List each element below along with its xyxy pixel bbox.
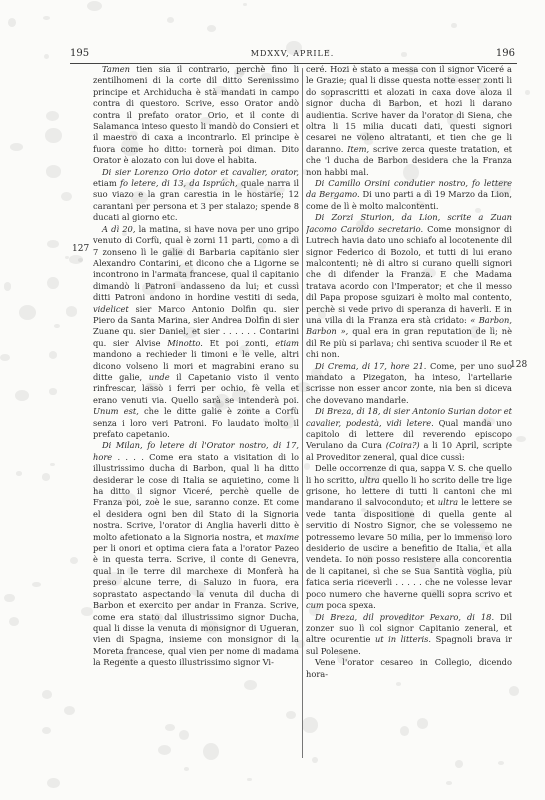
paper-speck [50,463,55,466]
paper-speck [214,394,230,411]
text-run: scrive zerca queste tratation, et che 'l ducha de Barbon desidera che la Franza non habbi mal. [306,143,512,177]
text-run: Di uno parti a dì 19 Marzo da Lion, come de lì è molto malcontenti. [306,189,512,211]
text-run: quale narra il suo viazo e la gran carestia in le hostarie; 12 carantani per persona et 3 per stalazo; spende 8 ducati al giorno etc. [93,178,299,223]
paper-speck [122,652,135,666]
paper-speck [61,192,72,202]
text-run: Unum est, [93,406,139,417]
text-run: (Coira?) [385,440,420,451]
paper-speck [493,180,511,198]
paper-speck [222,177,227,182]
paper-speck [475,208,481,214]
text-run: ut in litteris. [374,634,432,645]
paper-speck [375,548,379,551]
paper-speck [32,582,41,587]
paper-speck [107,572,122,586]
text-run: cum [306,600,324,611]
text-run: quello li ho scrito delle tre lige grisone, ho lettere di tutti li cantoni che mi mandarano il salvoconduto; et [306,474,512,508]
right-page-number: 196 [495,48,515,59]
text-run: Come, per uno suo mandato a Pizegaton, ha inteso, l'artellarie scrisse non esser ancor zonte, nia ben si diceva che dovevano mandarle. [306,360,512,405]
paper-speck [189,581,205,596]
text-run: mandono a rechieder li timoni e le velle, altri dicono volseno li mori et magrabini erano su ditte galie, [93,349,299,382]
text-run: Di sier Lorenzo Orio dotor et cavalier, orator, [102,166,299,177]
paper-speck [214,86,227,94]
paper-speck [401,52,406,57]
text-run: Di Camillo Orsini condutier nostro, fo lettere da Bergamo. [306,178,512,200]
paper-speck [482,417,495,426]
text-run: unde [148,371,170,382]
paragraph [306,178,512,212]
paper-speck [19,305,36,320]
text-run: Dil zonzer suo lì col signor Capitanio zeneral, et altre ocurentie [306,611,512,645]
paper-speck [42,690,52,699]
paper-speck [127,567,134,575]
paper-speck [142,282,156,295]
margin-number-right: 128 [510,360,528,370]
paper-speck [356,220,366,229]
paper-speck [260,73,272,84]
paper-speck [249,185,256,193]
paper-speck [364,467,380,482]
text-run: Delle occorrenze di qua, sappa V. S. che quello li ho scritto, [306,463,512,485]
text-run: « Barbon, Barbon », [306,314,512,337]
paper-speck [309,605,320,616]
paper-speck [8,18,16,27]
text-run: che le ditte galie è zonte a Corfù senza i loro veri Patroni. Fo laudato molto il prefato capetanio. [93,406,299,439]
paper-speck [247,778,252,782]
text-run: Come era stato a visitation di lo illustrissimo ducha di Barbon, qual li ha ditto desiderar le cose di Italia se aquietino, come li ha ditto il signor Viceré, perchè quelle de Franza poi, zoè le sue, saranno conze. Et come el desidera ogni ben dil Stato di la Signoria nostra. Scrive, l'orator di Anglia haverli ditto è molto afetionato a la Signoria nostra, et [93,451,299,542]
paper-speck [396,682,402,686]
paper-speck [47,778,59,788]
paper-speck [429,589,441,598]
text-run: etiam [93,178,120,189]
paper-speck [232,389,249,402]
paper-speck [244,680,257,690]
paper-speck [364,139,373,145]
paragraph [93,440,299,668]
paper-speck [45,128,62,143]
text-run: per li onori et optima ciera fata a l'orator Pazeo è in questa terra. Scrive, il conte di Genevra, qual in le terre dil marchexe di Monferà ha preso alcune terre, di Saluzo in fuora, era soprastato aspectando la venuta dil ducha di Barbon et exercito per andar in Franza. Scrive, come era stato dal illustrissimo signor Ducha, qual li disse la venuta di monsignor di Ugueran, vien di Spagna, insieme con monsignor di la Moreta francese, qual vien per nome di madama la Regente a questo illustrissimo signor Vi- [93,543,299,668]
paper-speck [468,523,485,536]
paragraph [306,64,512,178]
paper-speck [167,17,174,23]
paper-speck [419,556,436,571]
paper-speck [330,195,334,199]
paper-speck [243,3,247,6]
paper-speck [49,388,57,394]
paper-speck [297,382,310,391]
text-run: fo letere, di 13, da Isprúch, [119,178,238,189]
paper-speck [203,743,219,761]
paper-speck [302,717,318,732]
text-run: Minotto. [167,337,203,348]
paper-speck [256,242,266,249]
paper-speck [131,191,147,204]
paper-speck [396,503,413,520]
paper-speck [374,544,378,548]
text-run: Spagnoli brava ir sul Polesene. [306,634,512,656]
text-run: Di Crema, di 17, hore 21. [315,360,427,371]
text-run: ceré. Hozi è stato a messa con il signor Viceré a le Grazie; qual li disse questa notte esser zonti li do soprascritti et alozati in caxa dove aloza il signor ducha di Barbon, et hozi li darano audientia. Scrive haver da l'orator di Siena, che oltra li 15 milia ducati dati, questi signori cesarei ne voleno altratanti, et tien che ge li daranno. [306,64,512,154]
paper-speck [4,594,15,603]
paper-speck [446,74,459,84]
paper-speck [70,557,78,564]
text-run: le lettere se vede tanta dispositione di quella gente al servitio di Nostro Signor, che se volessemo ne potressemo levare 50 milia, per lo immenso loro desiderio de uscire a benefitio de Italia, et alla vendeta. Io non posso resistere alla concorentia de li capitanei, sì che se Sua Santità voglia, più fatica seria riceverli . . . . . che ne volesse levar poco numero che haverne quelli sopra scrivo et [306,497,512,599]
text-run: Et poi zonti, [202,337,276,348]
paper-speck [16,471,23,476]
paper-speck [9,617,19,626]
paper-speck [81,607,93,616]
paper-speck [516,436,526,442]
text-run: videlicet [93,303,129,314]
text-run: sier Marco Antonio Dolfin qu. sier Piero da Santa Marina, sier Andrea Dolfin di sier Zuane qu. sier Daniel, et sier . . . . . . Contarini qu. sier Alvise [93,303,299,348]
paper-speck [54,324,60,328]
paper-speck [318,310,326,319]
paper-speck [406,66,416,76]
paper-speck [4,282,12,290]
text-run: A dì 20, [102,223,136,234]
paper-speck [451,23,457,29]
paper-speck [46,111,59,121]
paper-speck [403,164,419,181]
paper-speck [398,614,411,624]
paper-speck [207,25,217,32]
paper-speck [64,706,75,715]
paper-speck [46,165,61,177]
paper-speck [296,640,305,648]
text-run: etiam [275,337,299,348]
paper-speck [236,183,242,190]
text-run: Di Breza, dil proveditor Pexaro, di 18. [315,611,495,622]
paper-speck [122,493,136,505]
paper-speck [414,201,425,209]
paper-speck [146,383,152,387]
paper-speck [422,268,435,278]
paper-speck [509,686,519,695]
paper-speck [304,463,310,469]
paper-speck [15,390,29,401]
text-run: Di Milan, fo letere di l'Orator nostro, di 17, hore . . . . [93,440,299,462]
paper-speck [184,767,189,771]
running-title: MDXXV, APRILE. [250,49,335,58]
paper-speck [44,54,49,59]
paper-speck [498,761,504,765]
paper-speck [87,1,102,11]
paper-speck [43,16,49,20]
paper-speck [361,508,366,512]
text-run: maxime [266,531,299,542]
paragraph [306,406,512,463]
text-run: la matina, si have nova per uno gripo venuto di Corfù, qual è zorni 11 parti, como a dì 7 zonseno lì le galie di Barbaria capitanio sier Alexandro Contarini, et dicono che a Ligorne se incontrono in l'armata francese, qual il capitanio dimandò li Patroni andasseno da lui; et cussì ditti Patroni andono in hordine vestiti di seda, [93,223,299,303]
paper-speck [470,326,480,337]
paper-speck [525,90,530,95]
text-run: Come monsignor di Lutrech havia dato uno schiafo al locotenente dil signor Federico di Bozolo, et tutti di lui erano malcontenti; nè di altro si curano quelli signori che di difender la Franza. E che Madama tratava acordo con l'Imperator; et che il messo dil Papa propose sguizari è molto mal contento, perchè si vede privo di speranza di haverli. E in una villa di la Franza era stà cridato: [306,223,512,325]
text-run: ultra [437,497,459,508]
paper-speck [66,306,78,316]
paper-speck [0,354,10,361]
paper-speck [203,621,219,634]
paper-speck [172,281,184,288]
text-run: Item, [347,143,370,154]
paper-speck [49,351,58,359]
paper-speck [263,418,268,421]
paper-speck [42,727,51,734]
paper-speck [446,781,452,785]
paper-speck [10,143,23,151]
text-run: Di Breza, di 18, di sier Antonio Surian dotor et cavalier, podestà, vidi letere. [306,406,512,428]
left-page-number: 195 [70,48,90,59]
text-run: Vene l'orator cesareo in Collegio, dicendo hora- [306,657,512,679]
paper-speck [42,473,51,480]
paper-speck [400,726,409,736]
paper-speck [311,368,321,379]
paper-speck [158,745,171,755]
text-run: Tamen [102,64,130,74]
paragraph [93,167,299,224]
paper-speck [417,718,428,728]
text-run: a li 10 April, scripte al Proveditor zeneral, qual dice cussì: [306,440,512,462]
paper-speck [286,41,301,55]
text-run: Qual manda uno capitolo di lettere dil reverendo episcopo Verulano da Cura [306,417,512,451]
paper-speck [455,760,463,768]
paper-speck [47,240,60,248]
paper-speck [468,567,479,576]
paper-speck [69,255,83,263]
paper-speck [129,131,138,138]
paper-speck [364,579,371,585]
paper-speck [312,757,318,763]
paper-speck [123,581,130,587]
paper-speck [165,724,174,731]
paragraph [306,212,512,360]
text-run: tien sia il contrario, perchè fino li zentilhomeni di la corte dil ditto Serenissimo principe et Archiducha è stà mandati in campo contra di questoro. Scrive, esso Orator andò contra il prefato orator Orio, et il conte di Salamanca inteso questo li mandò do Consieri et il maestro di caxa a incontrarlo. El principe è fuora come ho ditto: tornerà poi diman. Dito Orator è alozato con lui dove el habita. [93,64,299,166]
text-run: Di Zorzi Sturion, da Lion, scrite a Zuan Jacomo Caroldo secretario. [306,212,512,234]
paper-speck [47,277,58,289]
text-run: qual era in gran reputation de lì; nè dil Re più si parlava; chi sentiva scuoder il Re et chi non. [306,326,512,360]
paragraph [306,361,512,407]
paper-speck [337,651,349,664]
text-run: poca spexa. [323,600,376,611]
text-run: il Capetanio visto il vento rinfrescar, lassò i ferri per ochio, fè vella et erano venuti via. Quello sarà se intenderà poi. [93,371,299,405]
text-run: ultra [359,474,380,485]
paper-speck [279,414,295,429]
paper-speck [244,406,252,414]
margin-number-left: 127 [72,244,90,254]
paper-speck [121,138,139,156]
paper-speck [324,94,331,100]
